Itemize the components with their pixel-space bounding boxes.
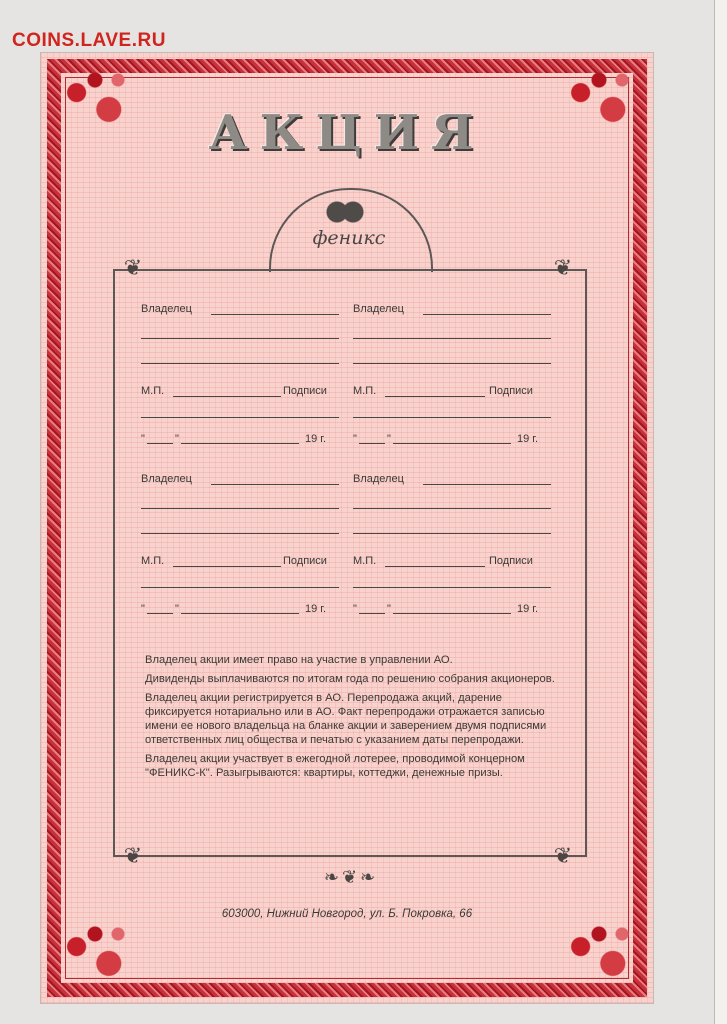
date-month-line[interactable] <box>181 613 299 614</box>
frame-ornament-icon: ❦ <box>123 844 143 869</box>
date-quote-close: " <box>387 433 391 445</box>
date-day-line[interactable] <box>147 443 173 444</box>
logo-text: феникс <box>312 227 386 249</box>
signature-line[interactable] <box>141 587 339 588</box>
date-day-line[interactable] <box>359 443 385 444</box>
owner-name-line[interactable] <box>141 338 339 339</box>
date-quote-open: " <box>353 433 357 445</box>
stamp-label: М.П. <box>141 555 165 567</box>
stamp-line[interactable] <box>173 396 281 397</box>
issuer-address: 603000, Нижний Новгород, ул. Б. Покровка, 66 <box>221 908 473 920</box>
signatures-label: Подписи <box>489 385 533 397</box>
date-year-label: 19 г. <box>517 603 539 615</box>
stamp-label: М.П. <box>353 385 377 397</box>
date-year-label: 19 г. <box>305 433 327 445</box>
corner-floral-ornament-icon <box>49 913 141 997</box>
owner-label: Владелец <box>353 473 404 485</box>
date-month-line[interactable] <box>393 443 511 444</box>
owner-name-line[interactable] <box>353 533 551 534</box>
date-month-line[interactable] <box>181 443 299 444</box>
owner-label: Владелец <box>353 303 404 315</box>
owner-name-line[interactable] <box>353 338 551 339</box>
owner-name-line[interactable] <box>141 363 339 364</box>
date-day-line[interactable] <box>147 613 173 614</box>
date-quote-close: " <box>387 603 391 615</box>
terms-text <box>145 653 565 785</box>
frame-ornament-icon: ❦ <box>123 256 143 281</box>
terms-paragraph: Владелец акции участвует в ежегодной лотерее, проводимой концерном "ФЕНИКС-К". Разыгрываются: квартиры, коттеджи, денежные призы. <box>145 753 525 779</box>
certificate-title: АКЦИЯ <box>208 105 486 161</box>
owner-label: Владелец <box>141 473 192 485</box>
scan-edge <box>714 0 727 1024</box>
date-month-line[interactable] <box>393 613 511 614</box>
stamp-line[interactable] <box>385 566 485 567</box>
date-quote-close: " <box>175 603 179 615</box>
stamp-line[interactable] <box>385 396 485 397</box>
date-quote-open: " <box>141 603 145 615</box>
signatures-label: Подписи <box>283 385 327 397</box>
stamp-label: М.П. <box>141 385 165 397</box>
owner-name-line[interactable] <box>211 484 339 485</box>
signature-line[interactable] <box>353 417 551 418</box>
terms-paragraph: Владелец акции регистрируется в АО. Перепродажа акций, дарение фиксируется нотариально или в АО. Факт перепродажи отражается записью имени ее нового владельца на бланке акции и заверением двумя подписями ответственных лиц общества и печатью с указанием даты перепродажи. <box>145 692 547 746</box>
date-quote-open: " <box>141 433 145 445</box>
stamp-line[interactable] <box>173 566 281 567</box>
signatures-label: Подписи <box>489 555 533 567</box>
signatures-label: Подписи <box>283 555 327 567</box>
phoenix-logo-icon <box>325 199 365 225</box>
owner-name-line[interactable] <box>141 508 339 509</box>
terms-paragraph: Дивиденды выплачиваются по итогам года по решению собрания акционеров. <box>145 673 555 685</box>
watermark: COINS.LAVE.RU <box>12 30 166 51</box>
owner-name-line[interactable] <box>353 363 551 364</box>
bottom-flourish-icon: ❧❦❧ <box>323 867 379 888</box>
owner-name-line[interactable] <box>353 508 551 509</box>
date-quote-close: " <box>175 433 179 445</box>
owner-name-line[interactable] <box>423 484 551 485</box>
owner-label: Владелец <box>141 303 192 315</box>
owner-name-line[interactable] <box>211 314 339 315</box>
signature-line[interactable] <box>353 587 551 588</box>
terms-paragraph: Владелец акции имеет право на участие в управлении АО. <box>145 654 453 666</box>
date-day-line[interactable] <box>359 613 385 614</box>
date-quote-open: " <box>353 603 357 615</box>
share-certificate <box>40 52 654 1004</box>
signature-line[interactable] <box>141 417 339 418</box>
date-year-label: 19 г. <box>517 433 539 445</box>
stamp-label: М.П. <box>353 555 377 567</box>
corner-floral-ornament-icon <box>553 913 645 997</box>
owner-name-line[interactable] <box>141 533 339 534</box>
frame-ornament-icon: ❦ <box>553 844 573 869</box>
date-year-label: 19 г. <box>305 603 327 615</box>
frame-ornament-icon: ❦ <box>553 256 573 281</box>
owner-name-line[interactable] <box>423 314 551 315</box>
